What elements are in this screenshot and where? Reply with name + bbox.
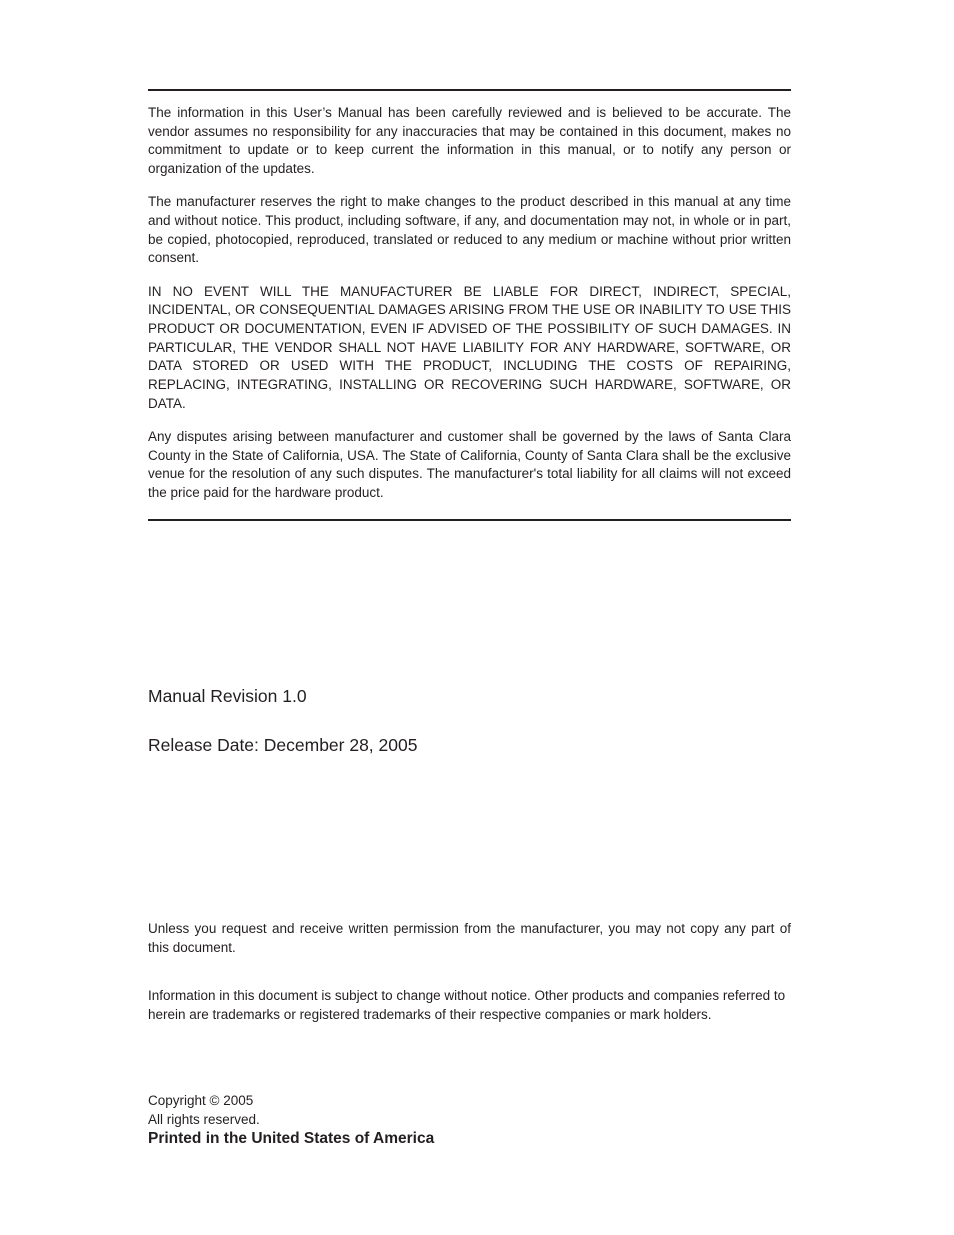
disclaimer-section	[148, 104, 791, 503]
release-date: Release Date: December 28, 2005	[148, 735, 418, 755]
copyright-line: Copyright © 2005	[148, 1093, 254, 1108]
manual-revision: Manual Revision 1.0	[148, 686, 307, 706]
trademark-notice: Information in this document is subject to change without notice. Other products and companies referred to herein are trademarks or registered trademarks of their respective companies or mark holders.	[148, 987, 786, 1022]
disclaimer-paragraph-disputes: Any disputes arising between manufacturer and customer shall be governed by the laws of Santa Clara County in the State of California, USA. The State of California, County of Santa Clara shall be the exclusive venue for the resolution of any such disputes. The manufacturer's total liability for all claims will not exceed the price paid for the hardware product.	[148, 429, 791, 501]
disclaimer-paragraph-accuracy: The information in this User’s Manual has been carefully reviewed and is believed to be accurate. The vendor assumes no responsibility for any inaccuracies that may be contained in this document, makes no commitment to update or to keep current the information in this manual, or to notify any person or organization of the updates.	[148, 105, 791, 177]
copy-permission-notice: Unless you request and receive written permission from the manufacturer, you may not copy any part of this document.	[148, 921, 791, 955]
rights-reserved: All rights reserved.	[148, 1112, 260, 1127]
copyright-section	[148, 1091, 791, 1148]
disclaimer-paragraph-changes: The manufacturer reserves the right to make changes to the product described in this manual at any time and without notice. This product, including software, if any, and documentation may not, in whole or in part, be copied, photocopied, reproduced, translated or reduced to any medium or machine without prior written consent.	[148, 194, 791, 266]
revision-section	[148, 685, 791, 756]
disclaimer-paragraph-liability: IN NO EVENT WILL THE MANUFACTURER BE LIABLE FOR DIRECT, INDIRECT, SPECIAL, INCIDENTAL, OR CONSEQUENTIAL DAMAGES ARISING FROM THE USE OR INABILITY TO USE THIS PRODUCT OR DOCUMENTATION, EVEN IF ADVISED OF THE POSSIBILITY OF SUCH DAMAGES. IN PARTICULAR, THE VENDOR SHALL NOT HAVE LIABILITY FOR ANY HARDWARE, SOFTWARE, OR DATA STORED OR USED WITH THE PRODUCT, INCLUDING THE COSTS OF REPAIRING, REPLACING, INTEGRATING, INSTALLING OR RECOVERING SUCH HARDWARE, SOFTWARE, OR DATA.	[148, 283, 791, 411]
top-divider	[148, 89, 791, 91]
printed-in-usa: Printed in the United States of America	[148, 1130, 435, 1147]
notice-section	[148, 919, 791, 1024]
bottom-divider	[148, 519, 791, 521]
